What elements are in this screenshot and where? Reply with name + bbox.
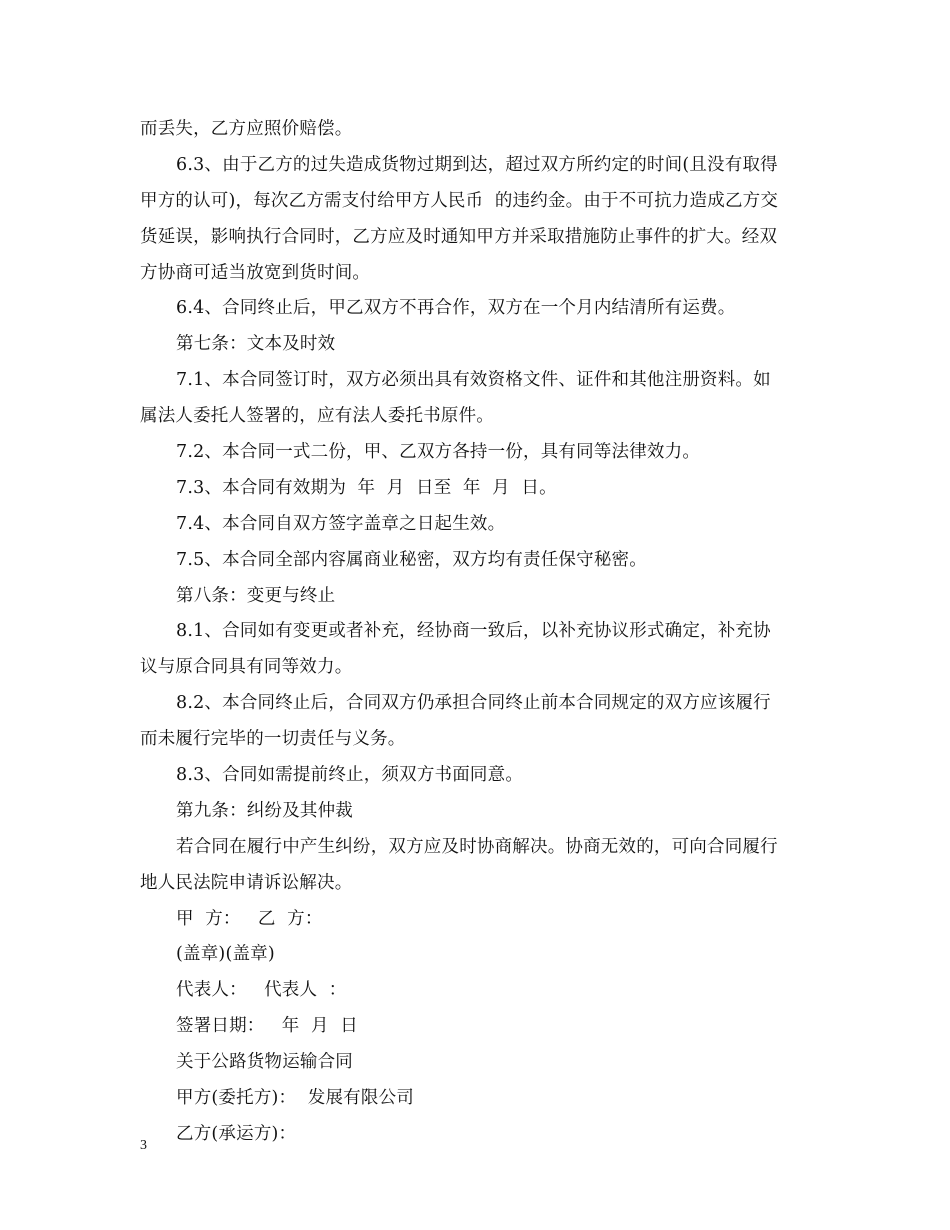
text-line: 甲方(委托方)： 发展有限公司 bbox=[176, 1088, 414, 1109]
text-line: 甲 方： 乙 方： bbox=[176, 908, 323, 929]
text-line: 方协商可适当放宽到货时间。 bbox=[140, 262, 371, 283]
text-line: 货延误，影响执行合同时，乙方应及时通知甲方并采取措施防止事件的扩大。经双 bbox=[140, 226, 778, 247]
text-line: 若合同在履行中产生纠纷，双方应及时协商解决。协商无效的，可向合同履行 bbox=[176, 836, 778, 857]
text-line: 7.5、本合同全部内容属商业秘密，双方均有责任保守秘密。 bbox=[176, 549, 647, 570]
text-line: 7.3、本合同有效期为 年 月 日至 年 月 日。 bbox=[176, 477, 557, 498]
text-line: 6.3、由于乙方的过失造成货物过期到达，超过双方所约定的时间(且没有取得 bbox=[176, 154, 778, 175]
page-number: 3 bbox=[140, 1138, 147, 1153]
text-line: 8.1、合同如有变更或者补充，经协商一致后，以补充协议形式确定，补充协 bbox=[176, 621, 771, 642]
text-line: 第七条：文本及时效 bbox=[176, 334, 336, 355]
text-line: 7.1、本合同签订时，双方必须出具有效资格文件、证件和其他注册资料。如 bbox=[176, 370, 771, 391]
text-line: 代表人： 代表人 ： bbox=[176, 980, 347, 1001]
text-line: 签署日期： 年 月 日 bbox=[176, 1016, 358, 1037]
text-line: 7.2、本合同一式二份，甲、乙双方各持一份，具有同等法律效力。 bbox=[176, 442, 701, 463]
text-line: 第九条：纠纷及其仲裁 bbox=[176, 800, 353, 821]
text-line: 6.4、合同终止后，甲乙双方不再合作，双方在一个月内结清所有运费。 bbox=[176, 298, 736, 319]
text-line: 关于公路货物运输合同 bbox=[176, 1052, 353, 1073]
text-line: 8.2、本合同终止后，合同双方仍承担合同终止前本合同规定的双方应该履行 bbox=[176, 693, 771, 714]
text-line: 属法人委托人签署的，应有法人委托书原件。 bbox=[140, 406, 494, 427]
text-line: 而未履行完毕的一切责任与义务。 bbox=[140, 729, 406, 750]
text-line: 地人民法院申请诉讼解决。 bbox=[140, 872, 353, 893]
text-line: 议与原合同具有同等效力。 bbox=[140, 657, 353, 678]
text-line: 而丢失，乙方应照价赔偿。 bbox=[140, 119, 353, 139]
text-line: 7.4、本合同自双方签字盖章之日起生效。 bbox=[176, 513, 506, 534]
text-line: (盖章)(盖章) bbox=[176, 944, 275, 965]
document-body bbox=[140, 112, 812, 1153]
text-line: 8.3、合同如需提前终止，须双方书面同意。 bbox=[176, 765, 524, 786]
text-line: 甲方的认可)，每次乙方需支付给甲方人民币 的违约金。由于不可抗力造成乙方交 bbox=[140, 190, 779, 211]
text-line: 第八条：变更与终止 bbox=[176, 585, 336, 606]
text-line: 乙方(承运方)： bbox=[176, 1123, 297, 1144]
